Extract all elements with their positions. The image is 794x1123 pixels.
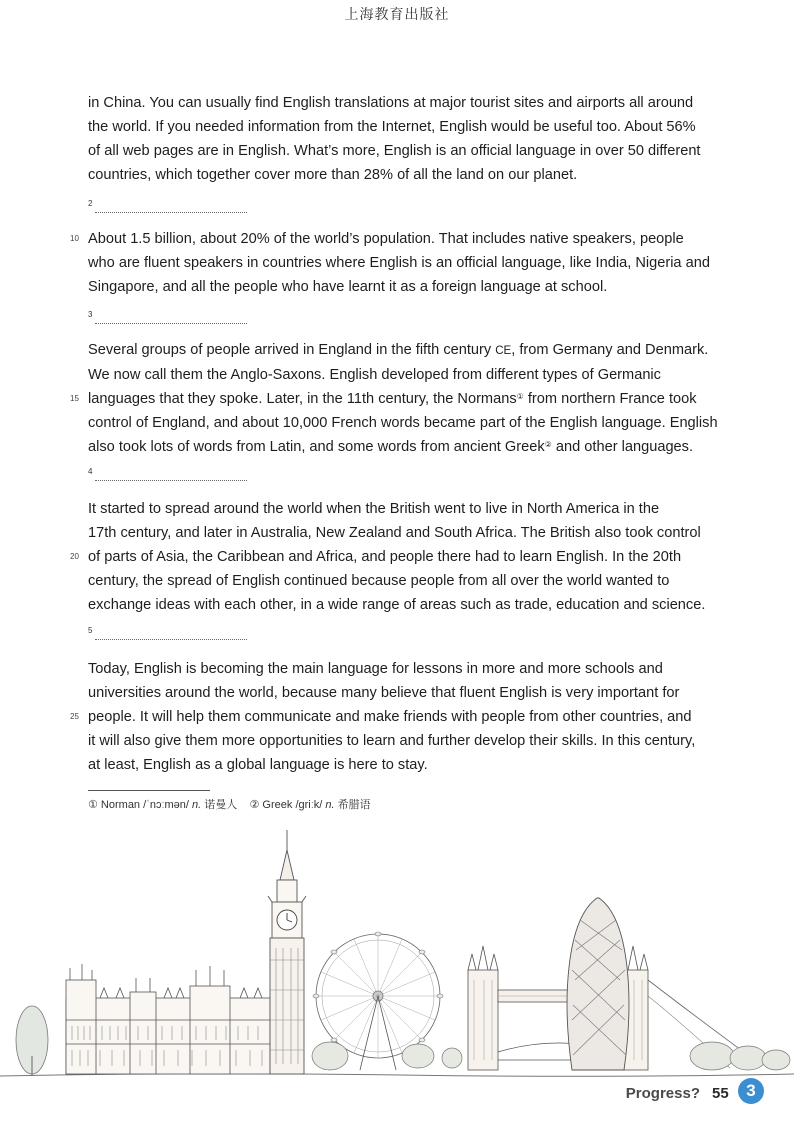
blank-number: 3 [88,310,93,319]
progress-label: Progress? [625,1085,700,1102]
blank-line [95,480,247,481]
answer-blank-2[interactable] [88,199,248,213]
houses-of-parliament [66,964,270,1074]
blank-line [95,639,247,640]
footnote-number: ② [249,799,260,811]
text-line: at least, English as a global language is here to stay. [88,757,428,773]
answer-blank-5[interactable] [88,626,248,640]
gherkin-building [567,898,629,1070]
blank-number: 5 [88,626,93,635]
blank-line [95,323,247,324]
blank-number: 2 [88,199,93,208]
big-ben [268,830,306,1074]
trees-middle [312,1042,462,1070]
text-line [88,435,736,459]
paragraph-4 [88,497,736,617]
blank-number: 4 [88,467,93,476]
text-segment: , from Germany and Denmark. [511,342,709,358]
text-line: Today, English is becoming the main language for lessons in more and more schools and [88,661,663,677]
footnote-word: Norman /ˈnɔːmən/ [97,799,193,811]
text-line: in China. You can usually find English translations at major tourist sites and airports all around [88,95,694,111]
text-line: who are fluent speakers in countries where English is an official language, like India, Nigeria and [88,255,710,271]
text-line: About 1.5 billion, about 20% of the world’s population. That includes native speakers, people [88,231,684,247]
text-line: control of England, and about 10,000 French words became part of the English language. English [88,415,718,431]
text-line: exchange ideas with each other, in a wide range of areas such as trade, education and science. [88,597,706,613]
paragraph-3 [88,338,736,459]
text-segment: Several groups of people arrived in England in the fifth century [88,342,496,358]
text-line [88,338,736,363]
part-of-speech: n. [325,799,335,811]
footnote-marker-2: ② [544,440,552,449]
text-line: the world. If you needed information from the Internet, English would be useful too. About 56% [88,119,696,135]
era-abbreviation: CE [495,345,512,357]
footnote-marker-1: ① [516,392,524,401]
text-segment: from northern France took [523,391,697,407]
line-number: 15 [70,394,79,403]
footnotes [88,796,371,812]
page-number: 55 [712,1085,729,1102]
text-line: of parts of Asia, the Caribbean and Africa, and people there had to learn English. In the 20th [88,549,682,565]
text-line: It started to spread around the world when the British went to live in North America in the [88,501,660,517]
part-of-speech: n. [192,799,202,811]
text-line: people. It will help them communicate and make friends with people from other countries, and [88,709,692,725]
text-line: Singapore, and all the people who have learnt it as a foreign language at school. [88,279,608,295]
text-line: We now call them the Anglo-Saxons. English developed from different types of Germanic [88,367,661,383]
paragraph-5 [88,657,736,777]
text-line [88,387,736,411]
text-line: countries, which together cover more than 28% of all the land on our planet. [88,167,578,183]
text-line: 17th century, and later in Australia, New Zealand and South Africa. The British also took control [88,525,701,541]
paragraph-2 [88,227,736,299]
text-line: century, the spread of English continued because people from all over the world wanted to [88,573,670,589]
blank-line [95,212,247,213]
text-segment: and other languages. [551,439,694,455]
answer-blank-4[interactable] [88,467,248,481]
text-segment: languages that they spoke. Later, in the 11th century, the Normans [88,391,517,407]
answer-blank-3[interactable] [88,310,248,324]
text-segment: also took lots of words from Latin, and some words from ancient Greek [88,439,545,455]
line-number: 20 [70,552,79,561]
line-number: 10 [70,234,79,243]
publisher-header: 上海教育出版社 [344,7,450,23]
text-line: universities around the world, because many believe that fluent English is very important for [88,685,680,701]
footnote-meaning: 希腊语 [334,799,371,811]
london-skyline-illustration [0,820,794,1082]
trees-right [690,1042,790,1070]
line-number: 25 [70,712,79,721]
footnote-word: Greek /ɡriːk/ [259,799,326,811]
text-line: it will also give them more opportunities to learn and further develop their skills. In this century, [88,733,696,749]
tree-left [16,1006,48,1076]
footnote-number: ① [88,799,98,811]
paragraph-1 [88,91,736,187]
unit-badge: 3 [738,1078,764,1104]
footnote-rule [88,790,210,791]
text-line: of all web pages are in English. What’s more, English is an official language in over 50 different [88,143,701,159]
footnote-meaning: 诺曼人 [201,799,238,811]
